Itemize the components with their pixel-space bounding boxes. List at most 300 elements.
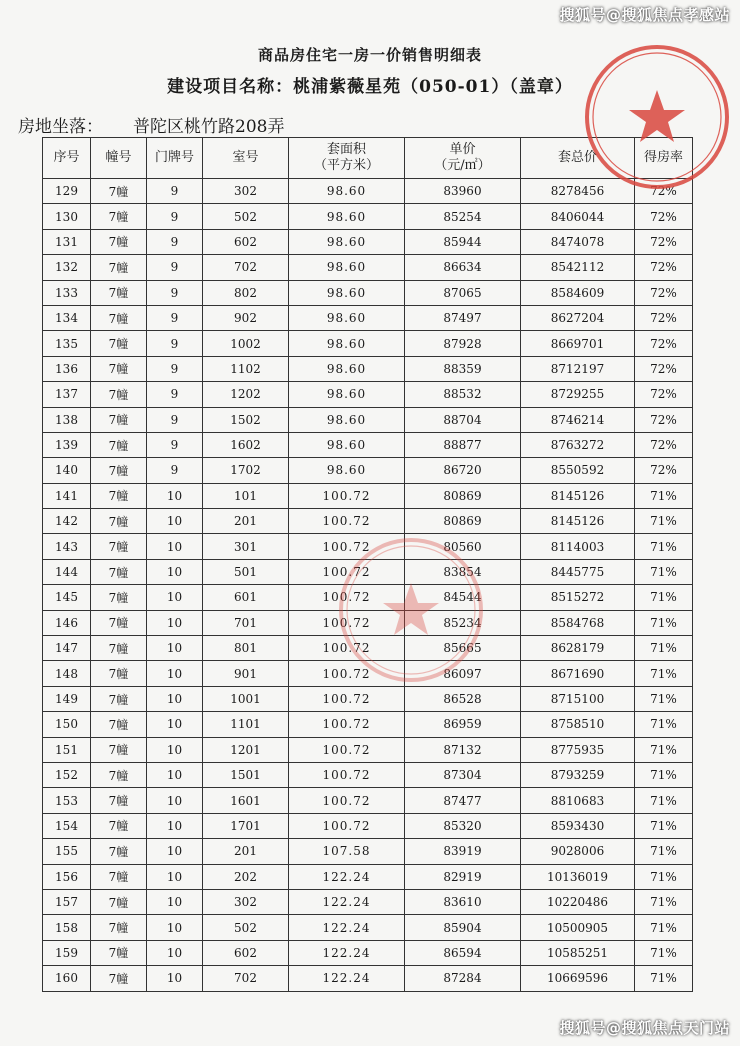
cell-seq: 151 xyxy=(43,737,91,762)
cell-unit-price: 85320 xyxy=(405,813,521,838)
cell-area: 100.72 xyxy=(289,813,405,838)
cell-total: 8584609 xyxy=(521,280,635,305)
cell-unit-price: 87928 xyxy=(405,331,521,356)
cell-door: 10 xyxy=(147,585,203,610)
table-row xyxy=(43,636,693,661)
cell-room: 1201 xyxy=(203,737,289,762)
cell-door: 9 xyxy=(147,356,203,381)
cell-unit-price: 83960 xyxy=(405,179,521,204)
cell-seq: 160 xyxy=(43,966,91,991)
cell-area: 98.60 xyxy=(289,204,405,229)
cell-unit-price: 86528 xyxy=(405,686,521,711)
cell-seq: 145 xyxy=(43,585,91,610)
cell-room: 1602 xyxy=(203,432,289,457)
cell-unit-price: 86594 xyxy=(405,940,521,965)
cell-total: 8145126 xyxy=(521,483,635,508)
cell-building: 7幢 xyxy=(91,204,147,229)
cell-unit-price: 88877 xyxy=(405,432,521,457)
cell-unit-price: 88532 xyxy=(405,382,521,407)
cell-total: 8669701 xyxy=(521,331,635,356)
cell-area: 100.72 xyxy=(289,712,405,737)
cell-room: 1702 xyxy=(203,458,289,483)
cell-building: 7幢 xyxy=(91,940,147,965)
cell-area: 122.24 xyxy=(289,889,405,914)
cell-building: 7幢 xyxy=(91,686,147,711)
cell-unit-price: 87304 xyxy=(405,762,521,787)
header-area: 套面积 （平方米） xyxy=(289,138,405,179)
cell-total: 8810683 xyxy=(521,788,635,813)
cell-ratio: 72% xyxy=(635,280,693,305)
cell-unit-price: 86097 xyxy=(405,661,521,686)
cell-building: 7幢 xyxy=(91,382,147,407)
cell-ratio: 71% xyxy=(635,559,693,584)
cell-ratio: 71% xyxy=(635,813,693,838)
header-door: 门牌号 xyxy=(147,138,203,179)
cell-area: 100.72 xyxy=(289,509,405,534)
cell-total: 8542112 xyxy=(521,255,635,280)
table-row xyxy=(43,712,693,737)
table-row xyxy=(43,585,693,610)
cell-unit-price: 86634 xyxy=(405,255,521,280)
cell-building: 7幢 xyxy=(91,661,147,686)
cell-room: 1701 xyxy=(203,813,289,838)
cell-seq: 149 xyxy=(43,686,91,711)
cell-area: 98.60 xyxy=(289,432,405,457)
header-unit-price: 单价 （元/㎡） xyxy=(405,138,521,179)
cell-ratio: 71% xyxy=(635,864,693,889)
cell-seq: 137 xyxy=(43,382,91,407)
cell-area: 100.72 xyxy=(289,636,405,661)
cell-door: 10 xyxy=(147,940,203,965)
cell-unit-price: 87132 xyxy=(405,737,521,762)
header-seq: 序号 xyxy=(43,138,91,179)
cell-area: 98.60 xyxy=(289,407,405,432)
cell-room: 1502 xyxy=(203,407,289,432)
cell-room: 702 xyxy=(203,966,289,991)
cell-total: 8775935 xyxy=(521,737,635,762)
cell-total: 8763272 xyxy=(521,432,635,457)
cell-seq: 139 xyxy=(43,432,91,457)
cell-room: 101 xyxy=(203,483,289,508)
cell-total: 8758510 xyxy=(521,712,635,737)
cell-ratio: 72% xyxy=(635,356,693,381)
cell-area: 122.24 xyxy=(289,915,405,940)
cell-building: 7幢 xyxy=(91,889,147,914)
cell-building: 7幢 xyxy=(91,813,147,838)
cell-total: 8515272 xyxy=(521,585,635,610)
cell-area: 100.72 xyxy=(289,483,405,508)
cell-total: 10669596 xyxy=(521,966,635,991)
cell-ratio: 71% xyxy=(635,940,693,965)
cell-area: 107.58 xyxy=(289,839,405,864)
cell-total: 8627204 xyxy=(521,305,635,330)
table-row xyxy=(43,179,693,204)
cell-building: 7幢 xyxy=(91,255,147,280)
cell-ratio: 71% xyxy=(635,712,693,737)
cell-building: 7幢 xyxy=(91,737,147,762)
cell-total: 8584768 xyxy=(521,610,635,635)
cell-room: 302 xyxy=(203,889,289,914)
cell-seq: 144 xyxy=(43,559,91,584)
cell-ratio: 72% xyxy=(635,407,693,432)
cell-room: 901 xyxy=(203,661,289,686)
property-location xyxy=(18,112,284,137)
cell-ratio: 71% xyxy=(635,889,693,914)
cell-seq: 140 xyxy=(43,458,91,483)
cell-ratio: 72% xyxy=(635,204,693,229)
cell-seq: 142 xyxy=(43,509,91,534)
cell-building: 7幢 xyxy=(91,280,147,305)
cell-seq: 155 xyxy=(43,839,91,864)
cell-ratio: 71% xyxy=(635,636,693,661)
table-row xyxy=(43,331,693,356)
cell-area: 98.60 xyxy=(289,382,405,407)
table-row xyxy=(43,483,693,508)
cell-door: 10 xyxy=(147,686,203,711)
cell-building: 7幢 xyxy=(91,179,147,204)
table-row xyxy=(43,509,693,534)
cell-building: 7幢 xyxy=(91,509,147,534)
cell-room: 602 xyxy=(203,229,289,254)
cell-door: 10 xyxy=(147,661,203,686)
table-body xyxy=(43,179,693,992)
cell-ratio: 71% xyxy=(635,686,693,711)
table-row xyxy=(43,204,693,229)
table-row xyxy=(43,280,693,305)
cell-area: 100.72 xyxy=(289,762,405,787)
cell-room: 502 xyxy=(203,915,289,940)
table-row xyxy=(43,356,693,381)
cell-unit-price: 83854 xyxy=(405,559,521,584)
cell-room: 1202 xyxy=(203,382,289,407)
cell-unit-price: 85904 xyxy=(405,915,521,940)
cell-total: 8593430 xyxy=(521,813,635,838)
cell-seq: 130 xyxy=(43,204,91,229)
cell-total: 8550592 xyxy=(521,458,635,483)
cell-door: 9 xyxy=(147,179,203,204)
cell-area: 122.24 xyxy=(289,940,405,965)
cell-door: 9 xyxy=(147,305,203,330)
cell-door: 9 xyxy=(147,432,203,457)
cell-seq: 150 xyxy=(43,712,91,737)
cell-door: 9 xyxy=(147,204,203,229)
cell-building: 7幢 xyxy=(91,864,147,889)
cell-ratio: 72% xyxy=(635,382,693,407)
price-table xyxy=(42,137,693,992)
table-header-row xyxy=(43,138,693,179)
cell-total: 8729255 xyxy=(521,382,635,407)
cell-ratio: 71% xyxy=(635,915,693,940)
cell-door: 9 xyxy=(147,382,203,407)
cell-door: 10 xyxy=(147,737,203,762)
cell-ratio: 71% xyxy=(635,585,693,610)
cell-room: 1002 xyxy=(203,331,289,356)
table-row xyxy=(43,407,693,432)
cell-unit-price: 82919 xyxy=(405,864,521,889)
cell-ratio: 71% xyxy=(635,839,693,864)
cell-room: 1001 xyxy=(203,686,289,711)
cell-unit-price: 87065 xyxy=(405,280,521,305)
location-label: 房地坐落： xyxy=(18,117,103,137)
cell-area: 100.72 xyxy=(289,788,405,813)
cell-total: 8406044 xyxy=(521,204,635,229)
cell-ratio: 71% xyxy=(635,737,693,762)
table-row xyxy=(43,966,693,991)
cell-door: 10 xyxy=(147,915,203,940)
cell-ratio: 71% xyxy=(635,966,693,991)
cell-room: 202 xyxy=(203,864,289,889)
cell-building: 7幢 xyxy=(91,585,147,610)
cell-ratio: 71% xyxy=(635,661,693,686)
cell-door: 10 xyxy=(147,610,203,635)
table-row xyxy=(43,915,693,940)
cell-unit-price: 85665 xyxy=(405,636,521,661)
cell-seq: 152 xyxy=(43,762,91,787)
cell-area: 98.60 xyxy=(289,305,405,330)
cell-building: 7幢 xyxy=(91,712,147,737)
cell-seq: 133 xyxy=(43,280,91,305)
cell-seq: 135 xyxy=(43,331,91,356)
header-building: 幢号 xyxy=(91,138,147,179)
cell-unit-price: 85234 xyxy=(405,610,521,635)
cell-room: 501 xyxy=(203,559,289,584)
cell-building: 7幢 xyxy=(91,534,147,559)
cell-ratio: 71% xyxy=(635,534,693,559)
cell-seq: 156 xyxy=(43,864,91,889)
header-total: 套总价 xyxy=(521,138,635,179)
cell-room: 502 xyxy=(203,204,289,229)
cell-seq: 134 xyxy=(43,305,91,330)
cell-door: 9 xyxy=(147,458,203,483)
cell-ratio: 72% xyxy=(635,305,693,330)
cell-door: 10 xyxy=(147,559,203,584)
cell-unit-price: 80869 xyxy=(405,509,521,534)
cell-total: 10500905 xyxy=(521,915,635,940)
table-row xyxy=(43,686,693,711)
table-row xyxy=(43,432,693,457)
cell-area: 100.72 xyxy=(289,559,405,584)
cell-room: 1102 xyxy=(203,356,289,381)
cell-room: 902 xyxy=(203,305,289,330)
cell-seq: 131 xyxy=(43,229,91,254)
cell-ratio: 71% xyxy=(635,483,693,508)
cell-ratio: 72% xyxy=(635,179,693,204)
cell-area: 100.72 xyxy=(289,661,405,686)
cell-door: 9 xyxy=(147,280,203,305)
cell-area: 98.60 xyxy=(289,331,405,356)
cell-door: 9 xyxy=(147,331,203,356)
cell-door: 10 xyxy=(147,762,203,787)
cell-unit-price: 86959 xyxy=(405,712,521,737)
cell-total: 8793259 xyxy=(521,762,635,787)
cell-total: 8445775 xyxy=(521,559,635,584)
cell-building: 7幢 xyxy=(91,483,147,508)
cell-door: 10 xyxy=(147,889,203,914)
cell-seq: 141 xyxy=(43,483,91,508)
cell-area: 100.72 xyxy=(289,534,405,559)
cell-building: 7幢 xyxy=(91,966,147,991)
cell-unit-price: 80560 xyxy=(405,534,521,559)
cell-seq: 136 xyxy=(43,356,91,381)
cell-building: 7幢 xyxy=(91,407,147,432)
cell-total: 8628179 xyxy=(521,636,635,661)
cell-total: 8671690 xyxy=(521,661,635,686)
cell-room: 601 xyxy=(203,585,289,610)
cell-door: 9 xyxy=(147,229,203,254)
cell-building: 7幢 xyxy=(91,762,147,787)
cell-seq: 153 xyxy=(43,788,91,813)
cell-total: 8114003 xyxy=(521,534,635,559)
table-row xyxy=(43,788,693,813)
cell-unit-price: 83919 xyxy=(405,839,521,864)
cell-room: 1601 xyxy=(203,788,289,813)
cell-unit-price: 87477 xyxy=(405,788,521,813)
table-row xyxy=(43,940,693,965)
cell-area: 100.72 xyxy=(289,686,405,711)
cell-room: 302 xyxy=(203,179,289,204)
cell-seq: 159 xyxy=(43,940,91,965)
watermark-top: 搜狐号@搜狐焦点孝感站 xyxy=(559,6,730,24)
cell-ratio: 72% xyxy=(635,458,693,483)
cell-seq: 157 xyxy=(43,889,91,914)
cell-total: 8278456 xyxy=(521,179,635,204)
table-row xyxy=(43,255,693,280)
table-row xyxy=(43,458,693,483)
cell-building: 7幢 xyxy=(91,559,147,584)
cell-area: 98.60 xyxy=(289,179,405,204)
cell-total: 10220486 xyxy=(521,889,635,914)
cell-building: 7幢 xyxy=(91,331,147,356)
table-row xyxy=(43,661,693,686)
table-row xyxy=(43,559,693,584)
cell-ratio: 72% xyxy=(635,255,693,280)
cell-building: 7幢 xyxy=(91,305,147,330)
cell-building: 7幢 xyxy=(91,636,147,661)
cell-building: 7幢 xyxy=(91,229,147,254)
cell-room: 802 xyxy=(203,280,289,305)
cell-seq: 146 xyxy=(43,610,91,635)
cell-unit-price: 80869 xyxy=(405,483,521,508)
table-row xyxy=(43,229,693,254)
cell-area: 122.24 xyxy=(289,966,405,991)
cell-area: 100.72 xyxy=(289,585,405,610)
cell-door: 10 xyxy=(147,864,203,889)
cell-door: 10 xyxy=(147,509,203,534)
cell-unit-price: 87497 xyxy=(405,305,521,330)
cell-door: 10 xyxy=(147,813,203,838)
table-row xyxy=(43,737,693,762)
cell-ratio: 72% xyxy=(635,432,693,457)
cell-building: 7幢 xyxy=(91,610,147,635)
cell-unit-price: 83610 xyxy=(405,889,521,914)
cell-door: 9 xyxy=(147,255,203,280)
cell-building: 7幢 xyxy=(91,458,147,483)
cell-room: 201 xyxy=(203,509,289,534)
cell-room: 701 xyxy=(203,610,289,635)
cell-seq: 138 xyxy=(43,407,91,432)
cell-area: 98.60 xyxy=(289,229,405,254)
cell-door: 9 xyxy=(147,407,203,432)
cell-room: 301 xyxy=(203,534,289,559)
cell-room: 801 xyxy=(203,636,289,661)
table-row xyxy=(43,813,693,838)
cell-door: 10 xyxy=(147,483,203,508)
cell-door: 10 xyxy=(147,839,203,864)
cell-total: 8715100 xyxy=(521,686,635,711)
cell-room: 201 xyxy=(203,839,289,864)
cell-door: 10 xyxy=(147,636,203,661)
cell-seq: 158 xyxy=(43,915,91,940)
cell-building: 7幢 xyxy=(91,788,147,813)
cell-area: 100.72 xyxy=(289,737,405,762)
cell-total: 9028006 xyxy=(521,839,635,864)
cell-area: 98.60 xyxy=(289,458,405,483)
cell-total: 8145126 xyxy=(521,509,635,534)
cell-seq: 148 xyxy=(43,661,91,686)
project-name: 建设项目名称：桃浦紫薇星苑（050-01）（盖章） xyxy=(167,77,573,97)
table-row xyxy=(43,889,693,914)
cell-ratio: 71% xyxy=(635,788,693,813)
cell-unit-price: 85254 xyxy=(405,204,521,229)
cell-room: 1501 xyxy=(203,762,289,787)
cell-total: 8712197 xyxy=(521,356,635,381)
table-row xyxy=(43,305,693,330)
cell-unit-price: 88704 xyxy=(405,407,521,432)
cell-area: 98.60 xyxy=(289,280,405,305)
cell-total: 8474078 xyxy=(521,229,635,254)
cell-room: 1101 xyxy=(203,712,289,737)
cell-building: 7幢 xyxy=(91,356,147,381)
cell-total: 8746214 xyxy=(521,407,635,432)
cell-building: 7幢 xyxy=(91,839,147,864)
cell-building: 7幢 xyxy=(91,915,147,940)
cell-total: 10585251 xyxy=(521,940,635,965)
cell-unit-price: 87284 xyxy=(405,966,521,991)
location-value: 普陀区桃竹路208弄 xyxy=(133,117,285,137)
table-row xyxy=(43,839,693,864)
cell-unit-price: 84544 xyxy=(405,585,521,610)
cell-room: 602 xyxy=(203,940,289,965)
cell-ratio: 71% xyxy=(635,762,693,787)
cell-unit-price: 85944 xyxy=(405,229,521,254)
header-room: 室号 xyxy=(203,138,289,179)
page-title: 商品房住宅一房一价销售明细表 xyxy=(257,46,482,64)
cell-building: 7幢 xyxy=(91,432,147,457)
table-row xyxy=(43,382,693,407)
cell-unit-price: 86720 xyxy=(405,458,521,483)
cell-seq: 154 xyxy=(43,813,91,838)
cell-seq: 132 xyxy=(43,255,91,280)
cell-area: 100.72 xyxy=(289,610,405,635)
cell-seq: 129 xyxy=(43,179,91,204)
cell-area: 98.60 xyxy=(289,255,405,280)
cell-seq: 147 xyxy=(43,636,91,661)
watermark-bottom: 搜狐号@搜狐焦点天门站 xyxy=(559,1019,730,1037)
cell-ratio: 71% xyxy=(635,610,693,635)
cell-room: 702 xyxy=(203,255,289,280)
table-row xyxy=(43,864,693,889)
table-row xyxy=(43,762,693,787)
cell-area: 98.60 xyxy=(289,356,405,381)
cell-seq: 143 xyxy=(43,534,91,559)
cell-ratio: 71% xyxy=(635,509,693,534)
cell-unit-price: 88359 xyxy=(405,356,521,381)
cell-ratio: 72% xyxy=(635,331,693,356)
cell-door: 10 xyxy=(147,788,203,813)
header-ratio: 得房率 xyxy=(635,138,693,179)
cell-door: 10 xyxy=(147,966,203,991)
cell-total: 10136019 xyxy=(521,864,635,889)
